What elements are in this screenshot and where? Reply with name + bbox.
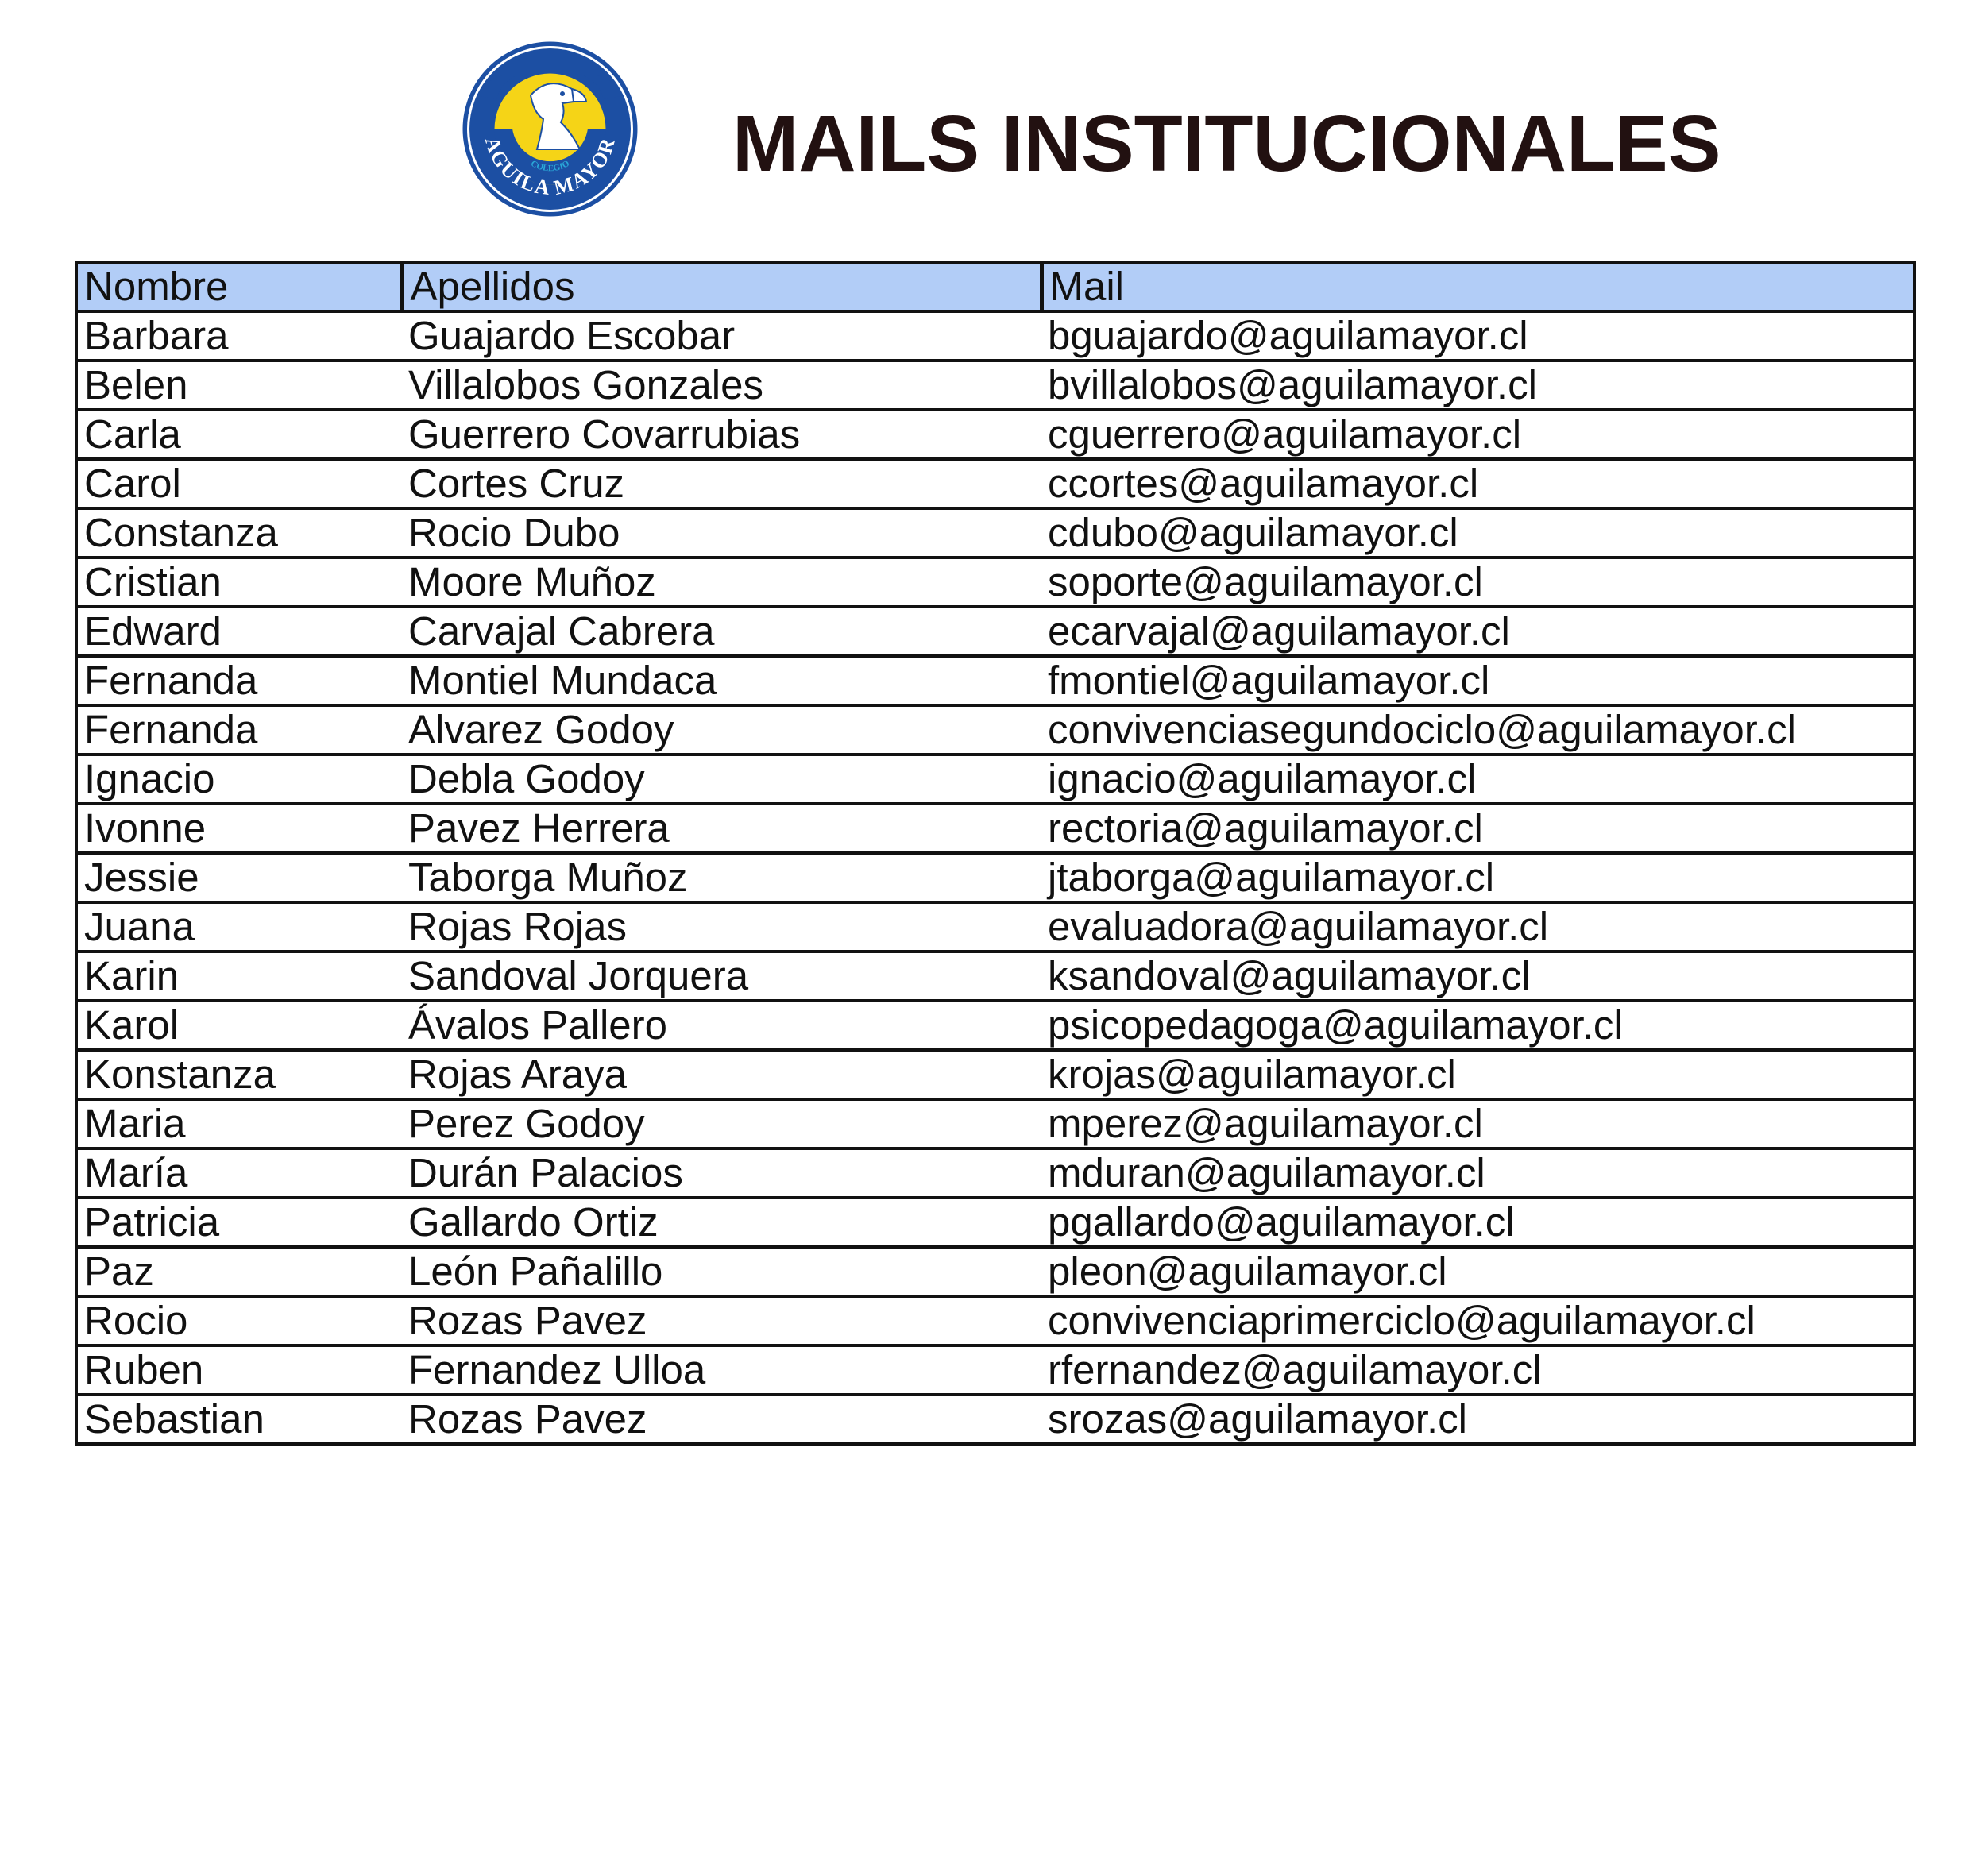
cell-nombre: Sebastian xyxy=(76,1395,402,1444)
cell-mail: jtaborga@aguilamayor.cl xyxy=(1041,853,1914,902)
cell-nombre: Edward xyxy=(76,607,402,656)
cell-nombre: Patricia xyxy=(76,1198,402,1247)
page-title: MAILS INSTITUCIONALES xyxy=(732,99,1721,188)
cell-apellidos: Cortes Cruz xyxy=(402,459,1041,508)
cell-mail: rectoria@aguilamayor.cl xyxy=(1041,804,1914,853)
cell-apellidos: León Pañalillo xyxy=(402,1247,1041,1296)
table-row xyxy=(76,607,1914,656)
cell-nombre: Fernanda xyxy=(76,656,402,705)
cell-mail: ccortes@aguilamayor.cl xyxy=(1041,459,1914,508)
cell-mail: ecarvajal@aguilamayor.cl xyxy=(1041,607,1914,656)
cell-nombre: Cristian xyxy=(76,558,402,607)
cell-nombre: Fernanda xyxy=(76,705,402,755)
table-row xyxy=(76,1247,1914,1296)
cell-nombre: Maria xyxy=(76,1099,402,1148)
table-row xyxy=(76,853,1914,902)
cell-nombre: Constanza xyxy=(76,508,402,558)
cell-nombre: Konstanza xyxy=(76,1050,402,1099)
cell-mail: pleon@aguilamayor.cl xyxy=(1041,1247,1914,1296)
cell-mail: rfernandez@aguilamayor.cl xyxy=(1041,1345,1914,1395)
table-row xyxy=(76,1001,1914,1050)
cell-mail: evaluadora@aguilamayor.cl xyxy=(1041,902,1914,952)
table-row xyxy=(76,902,1914,952)
cell-apellidos: Taborga Muñoz xyxy=(402,853,1041,902)
cell-mail: cguerrero@aguilamayor.cl xyxy=(1041,410,1914,459)
cell-mail: mduran@aguilamayor.cl xyxy=(1041,1148,1914,1198)
cell-apellidos: Moore Muñoz xyxy=(402,558,1041,607)
cell-apellidos: Fernandez Ulloa xyxy=(402,1345,1041,1395)
table-row xyxy=(76,311,1914,361)
cell-apellidos: Debla Godoy xyxy=(402,755,1041,804)
table-row xyxy=(76,1148,1914,1198)
cell-nombre: Ivonne xyxy=(76,804,402,853)
cell-nombre: Belen xyxy=(76,361,402,410)
table-row xyxy=(76,705,1914,755)
cell-apellidos: Ávalos Pallero xyxy=(402,1001,1041,1050)
cell-nombre: Ignacio xyxy=(76,755,402,804)
cell-apellidos: Durán Palacios xyxy=(402,1148,1041,1198)
table-row xyxy=(76,1296,1914,1345)
cell-apellidos: Rozas Pavez xyxy=(402,1296,1041,1345)
column-header-nombre: Nombre xyxy=(76,262,402,311)
table-row xyxy=(76,656,1914,705)
cell-mail: psicopedagoga@aguilamayor.cl xyxy=(1041,1001,1914,1050)
logo-top-text: COLEGIO xyxy=(529,158,571,174)
cell-apellidos: Guerrero Covarrubias xyxy=(402,410,1041,459)
cell-apellidos: Sandoval Jorquera xyxy=(402,952,1041,1001)
column-header-mail: Mail xyxy=(1041,262,1914,311)
cell-mail: convivenciasegundociclo@aguilamayor.cl xyxy=(1041,705,1914,755)
cell-apellidos: Alvarez Godoy xyxy=(402,705,1041,755)
cell-mail: ignacio@aguilamayor.cl xyxy=(1041,755,1914,804)
cell-nombre: Karin xyxy=(76,952,402,1001)
cell-apellidos: Montiel Mundaca xyxy=(402,656,1041,705)
cell-nombre: Carol xyxy=(76,459,402,508)
table-row xyxy=(76,1395,1914,1444)
cell-apellidos: Rojas Araya xyxy=(402,1050,1041,1099)
cell-apellidos: Guajardo Escobar xyxy=(402,311,1041,361)
cell-apellidos: Rozas Pavez xyxy=(402,1395,1041,1444)
cell-apellidos: Rojas Rojas xyxy=(402,902,1041,952)
cell-nombre: Paz xyxy=(76,1247,402,1296)
cell-nombre: Karol xyxy=(76,1001,402,1050)
cell-nombre: Ruben xyxy=(76,1345,402,1395)
logo-main-text: AGUILA MAYOR xyxy=(480,133,620,200)
table-row xyxy=(76,755,1914,804)
mails-table xyxy=(75,261,1916,1446)
table-row xyxy=(76,361,1914,410)
cell-mail: ksandoval@aguilamayor.cl xyxy=(1041,952,1914,1001)
cell-apellidos: Villalobos Gonzales xyxy=(402,361,1041,410)
table-header-row xyxy=(76,262,1914,311)
cell-mail: cdubo@aguilamayor.cl xyxy=(1041,508,1914,558)
cell-mail: pgallardo@aguilamayor.cl xyxy=(1041,1198,1914,1247)
cell-mail: fmontiel@aguilamayor.cl xyxy=(1041,656,1914,705)
column-header-apellidos: Apellidos xyxy=(402,262,1041,311)
cell-mail: krojas@aguilamayor.cl xyxy=(1041,1050,1914,1099)
cell-nombre: Juana xyxy=(76,902,402,952)
cell-mail: mperez@aguilamayor.cl xyxy=(1041,1099,1914,1148)
cell-apellidos: Carvajal Cabrera xyxy=(402,607,1041,656)
table-row xyxy=(76,558,1914,607)
table-row xyxy=(76,804,1914,853)
cell-mail: convivenciaprimerciclo@aguilamayor.cl xyxy=(1041,1296,1914,1345)
table-row xyxy=(76,1345,1914,1395)
table-row xyxy=(76,459,1914,508)
school-logo xyxy=(461,40,639,218)
cell-nombre: Carla xyxy=(76,410,402,459)
cell-nombre: María xyxy=(76,1148,402,1198)
cell-mail: bguajardo@aguilamayor.cl xyxy=(1041,311,1914,361)
cell-mail: soporte@aguilamayor.cl xyxy=(1041,558,1914,607)
cell-apellidos: Gallardo Ortiz xyxy=(402,1198,1041,1247)
cell-nombre: Jessie xyxy=(76,853,402,902)
cell-mail: bvillalobos@aguilamayor.cl xyxy=(1041,361,1914,410)
page-header xyxy=(0,0,1970,254)
cell-apellidos: Rocio Dubo xyxy=(402,508,1041,558)
cell-apellidos: Pavez Herrera xyxy=(402,804,1041,853)
table-row xyxy=(76,1050,1914,1099)
table-row xyxy=(76,508,1914,558)
cell-apellidos: Perez Godoy xyxy=(402,1099,1041,1148)
table-row xyxy=(76,1099,1914,1148)
table-row xyxy=(76,1198,1914,1247)
table-row xyxy=(76,410,1914,459)
table-row xyxy=(76,952,1914,1001)
cell-mail: srozas@aguilamayor.cl xyxy=(1041,1395,1914,1444)
cell-nombre: Rocio xyxy=(76,1296,402,1345)
cell-nombre: Barbara xyxy=(76,311,402,361)
